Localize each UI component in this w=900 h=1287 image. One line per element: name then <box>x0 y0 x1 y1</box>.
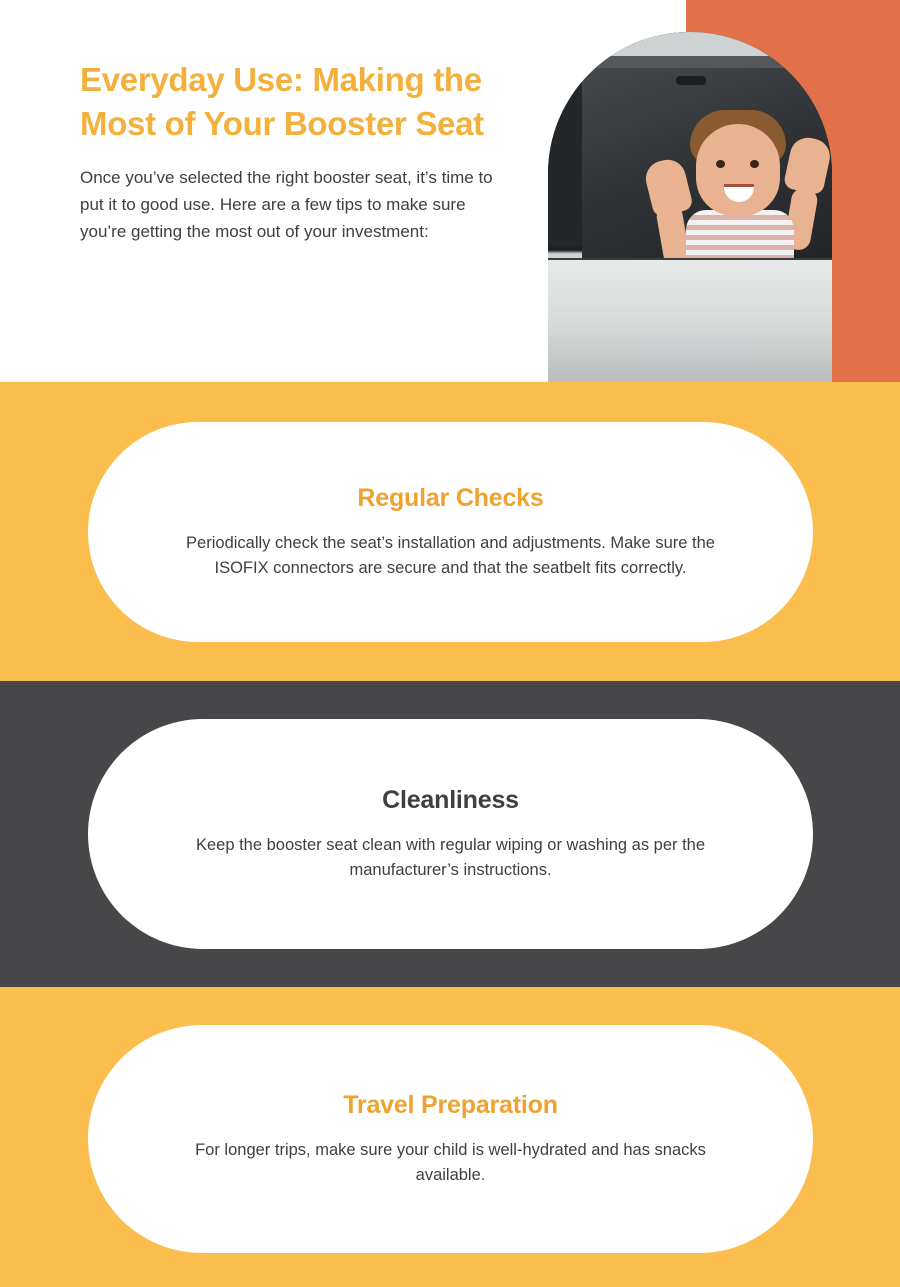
tip-section-cleanliness <box>0 681 900 987</box>
tip-body: For longer trips, make sure your child is well-hydrated and has snacks available. <box>195 1140 706 1184</box>
header-intro-paragraph: Once you’ve selected the right booster seat, it’s time to put it to good use. Here are a few tips to make sure you’re getting the most out of your investment: <box>80 168 493 241</box>
header-section <box>0 0 900 382</box>
car-roof-trim <box>548 56 832 68</box>
child-right-eye <box>750 160 759 168</box>
car-door-body <box>548 260 832 382</box>
boy-in-car-window-photo <box>548 32 832 382</box>
child-left-eye <box>716 160 725 168</box>
tip-title: Cleanliness <box>382 785 519 814</box>
tip-card <box>88 1025 813 1253</box>
tip-title: Travel Preparation <box>343 1090 558 1119</box>
tip-section-regular-checks <box>0 382 900 681</box>
page-title: Everyday Use: Making the Most of Your Booster Seat <box>80 61 484 142</box>
tip-title: Regular Checks <box>357 483 544 512</box>
tip-card <box>88 719 813 949</box>
tip-body: Keep the booster seat clean with regular wiping or washing as per the manufacturer’s instructions. <box>195 835 706 879</box>
tip-body: Periodically check the seat’s installation and adjustments. Make sure the ISOFIX connectors are secure and that the seatbelt fits correctly. <box>186 533 715 577</box>
header-text-block <box>80 58 510 245</box>
car-pillar <box>548 66 582 246</box>
car-roof-handle <box>676 76 706 85</box>
tip-card <box>88 422 813 642</box>
child-face <box>696 124 780 216</box>
car-roof <box>548 32 832 58</box>
tip-section-travel-preparation <box>0 987 900 1287</box>
